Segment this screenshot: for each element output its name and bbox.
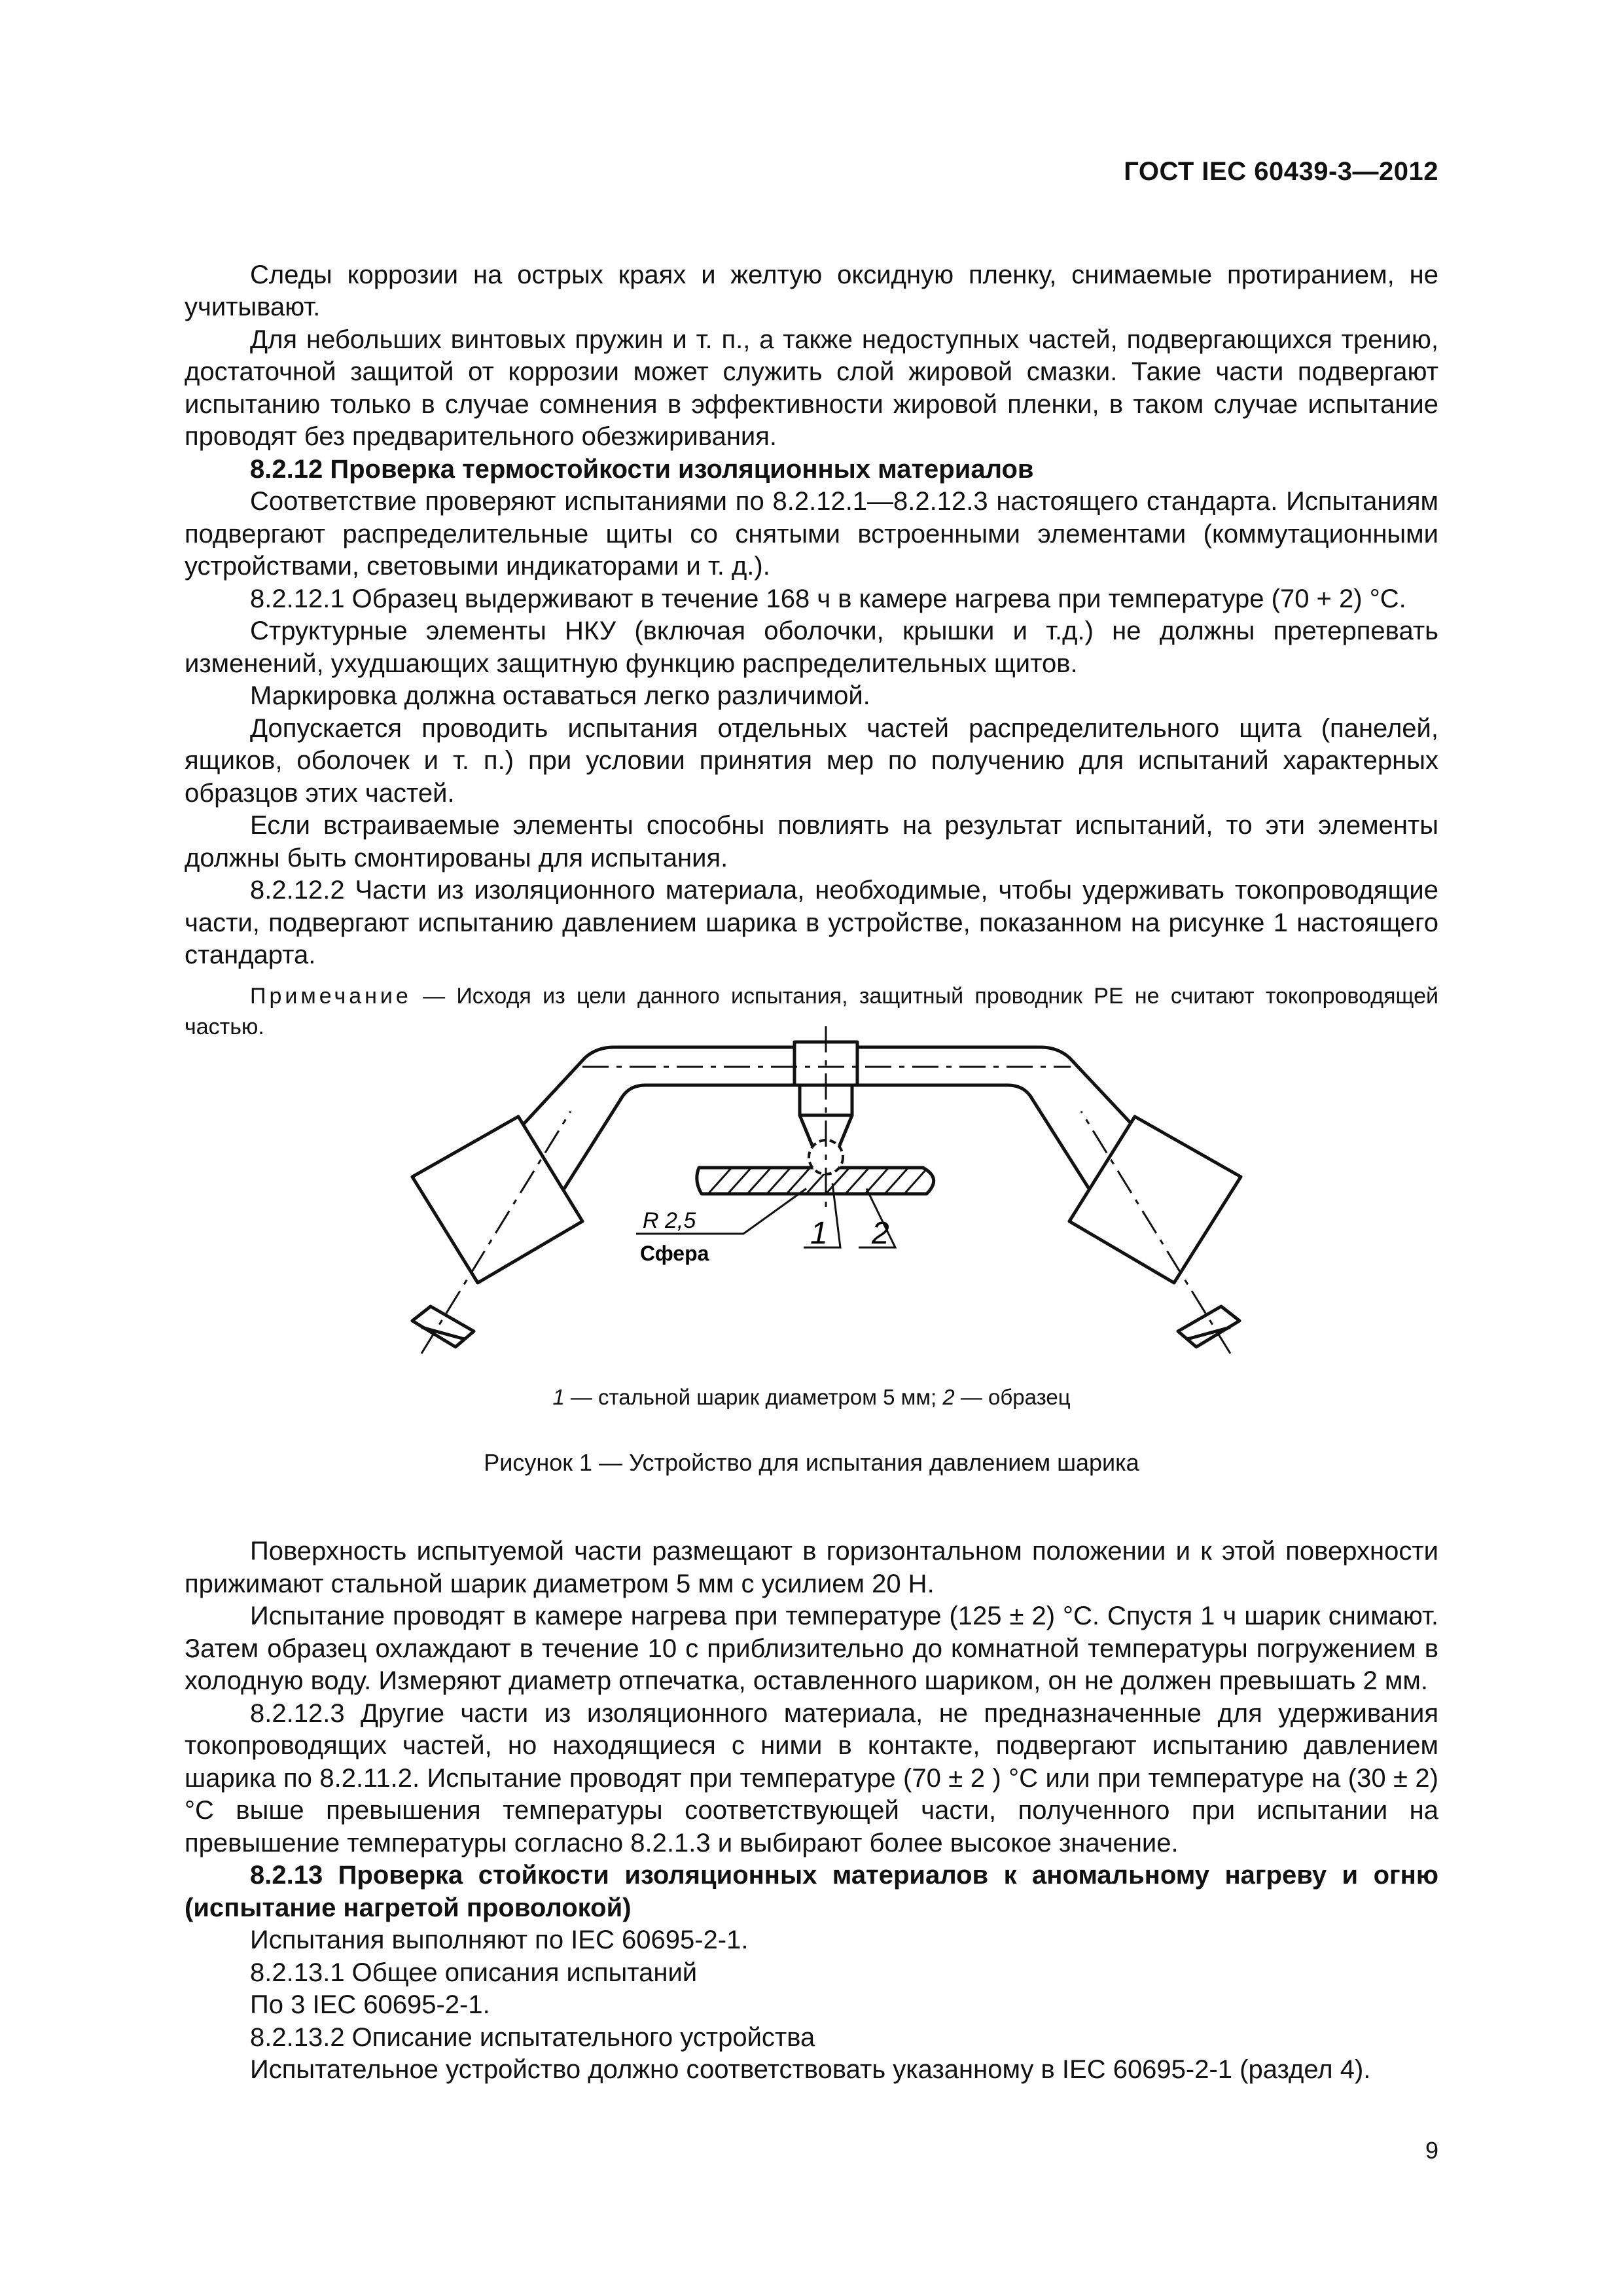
paragraph: Испытания выполняют по IEC 60695-2-1. (250, 1926, 749, 1954)
legend-2-text: — образец (954, 1385, 1071, 1409)
paragraph: 8.2.12.2 Части из изоляционного материала, необходимые, чтобы удерживать токопроводящие части, подвергают испытанию давлением шарика в устройстве, показанном на рисунке 1 настоящего стандарта. (185, 876, 1438, 969)
ball-pressure-apparatus-figure (374, 1013, 1474, 1419)
paragraph: 8.2.12.3 Другие части из изоляционного материала, не предназначенные для удерживания токопроводящих частей, но находящиеся с ними в контакте, подвергают испытанию давлением шарика по 8.2.11.2. Испытание проводят при температуре (70 ± 2 ) °С или при температуре на (30 ± 2) °С выше превышения температуры соответствующей части, полученного при испытании на превышение температуры согласно 8.2.1.3 и выбирают более высокое значение. (185, 1698, 1438, 1857)
label-radius: R 2,5 (643, 1208, 696, 1233)
legend-1-number: 1 (552, 1385, 565, 1409)
figure-legend (0, 1384, 1623, 1410)
paragraph: Поверхность испытуемой части размещают в горизонтальном положении и к этой поверхности прижимают стальной шарик диаметром 5 мм с усилием 20 Н. (185, 1537, 1438, 1598)
paragraph: Если встраиваемые элементы способны повлиять на результат испытаний, то эти элементы должны быть смонтированы для испытания. (185, 811, 1438, 872)
paragraph: Испытательное устройство должно соответствовать указанному в IEC 60695-2-1 (раздел 4). (250, 2055, 1371, 2084)
paragraph: 8.2.13.2 Описание испытательного устройства (250, 2022, 815, 2052)
label-2: 2 (872, 1216, 889, 1251)
paragraph: Для небольших винтовых пружин и т. п., а также недоступных частей, подвергающихся трению, достаточной защитой от коррозии может служить слой жировой смазки. Такие части подвергают испытанию только в случае сомнения в эффективности жировой пленки, в таком случае испытание проводят без предварительного обезжиривания. (185, 325, 1438, 451)
figure-caption: Рисунок 1 — Устройство для испытания давлением шарика (484, 1449, 1139, 1476)
paragraph: Структурные элементы НКУ (включая оболочки, крышки и т.д.) не должны претерпевать изменений, ухудшающих защитную функцию распределительных щитов. (185, 617, 1438, 678)
legend-2-number: 2 (942, 1385, 955, 1409)
standard-header: ГОСТ IEC 60439-3—2012 (1124, 157, 1438, 186)
section-heading-8-2-12: 8.2.12 Проверка термостойкости изоляционных материалов (250, 454, 1034, 484)
paragraph: Допускается проводить испытания отдельных частей распределительного щита (панелей, ящиков, оболочек и т. п.) при условии принятия мер по получению для испытаний характерных образцов этих частей. (185, 713, 1438, 808)
paragraph: Испытание проводят в камере нагрева при температуре (125 ± 2) °С. Спустя 1 ч шарик снимают. Затем образец охлаждают в течение 10 с приблизительно до комнатной температуры погружением в холодную воду. Измеряют диаметр отпечатка, оставленного шариком, он не должен превышать 2 мм. (185, 1602, 1438, 1695)
paragraph: Следы коррозии на острых краях и желтую оксидную пленку, снимаемые протиранием, не учитывают. (185, 260, 1438, 321)
legend-1-text: — стальной шарик диаметром 5 мм; (564, 1385, 943, 1409)
note-label: Примечание (250, 983, 412, 1009)
paragraph: 8.2.12.1 Образец выдерживают в течение 168 ч в камере нагрева при температуре (70 + 2) °С. (250, 584, 1406, 613)
label-sphere: Сфера (640, 1242, 709, 1265)
section-heading-8-2-13: 8.2.13 Проверка стойкости изоляционных материалов к аномальному нагреву и огню (испытание нагретой проволокой) (185, 1861, 1438, 1922)
note-text: — Исходя из цели данного испытания, защитный проводник РЕ не считают токопроводящей частью. (185, 983, 1438, 1039)
paragraph: 8.2.13.1 Общее описания испытаний (250, 1958, 698, 1987)
paragraph: Маркировка должна оставаться легко различимой. (250, 681, 870, 710)
paragraph: Соответствие проверяют испытаниями по 8.2.12.1—8.2.12.3 настоящего стандарта. Испытаниям подвергают распределительные щиты со снятыми встроенными элементами (коммутационными устройствами, световыми индикаторами и т. д.). (185, 487, 1438, 581)
bottom-text-block (185, 1535, 1438, 2087)
top-text-block (185, 226, 1438, 1043)
page-number: 9 (1425, 2137, 1438, 2164)
paragraph: По 3 IEC 60695-2-1. (250, 1990, 490, 2019)
label-1: 1 (810, 1216, 828, 1251)
